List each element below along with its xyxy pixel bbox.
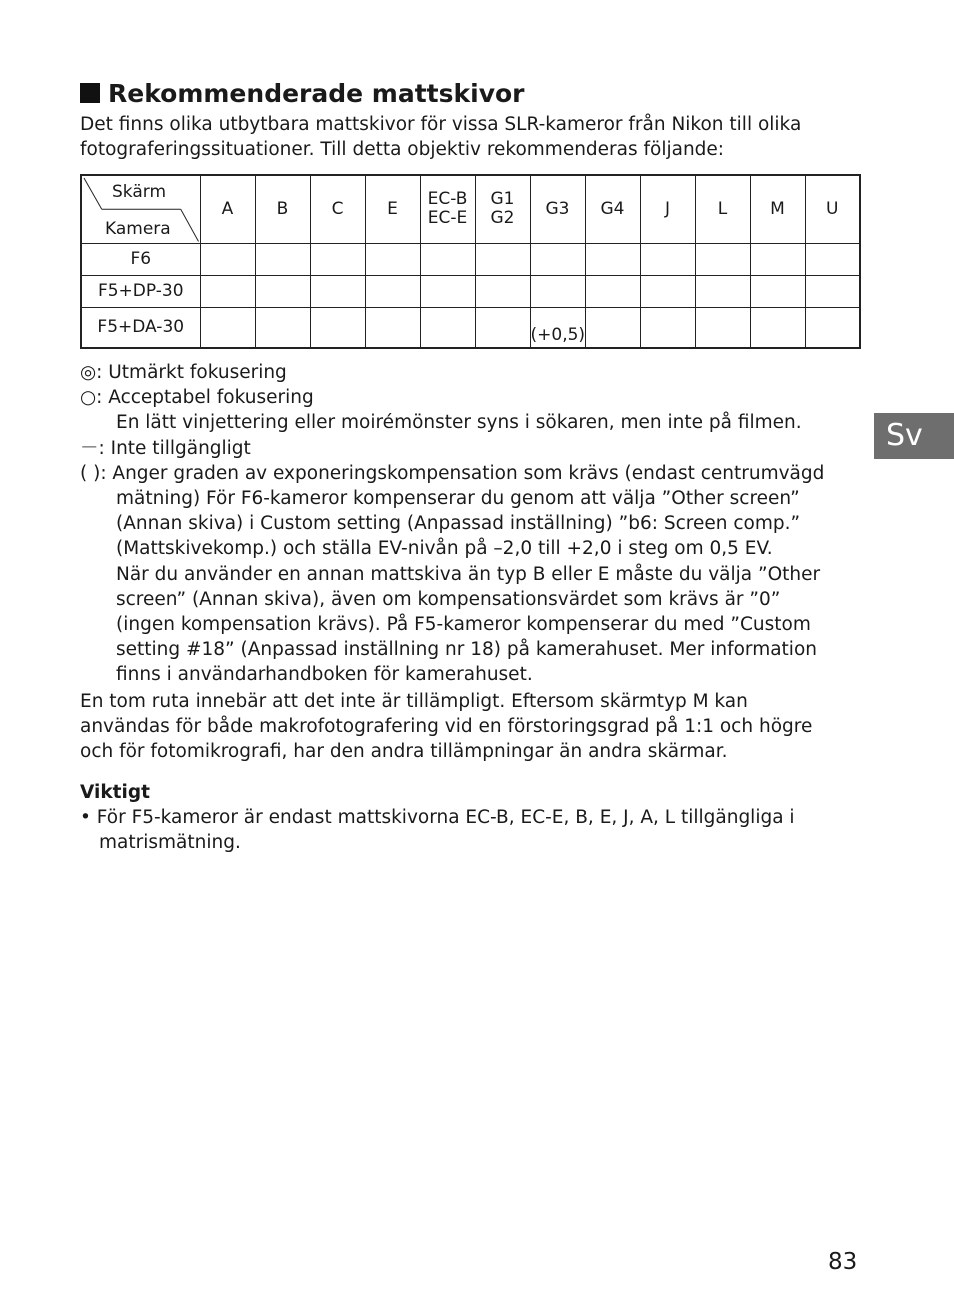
table-cell (805, 275, 860, 307)
important-line: matrismätning. (99, 832, 241, 854)
table-cell (255, 243, 310, 275)
row-camera-label: F5+DP-30 (81, 275, 200, 307)
column-header: E (365, 175, 420, 243)
important-item (80, 805, 880, 855)
table-cell (750, 307, 805, 348)
table-cell (200, 275, 255, 307)
screen-axis-label: Skärm (112, 182, 167, 202)
column-header: M (750, 175, 805, 243)
focusing-screen-table (80, 174, 861, 349)
table-row (81, 275, 860, 307)
column-header: U (805, 175, 860, 243)
table-cell (640, 307, 695, 348)
camera-axis-label: Kamera (105, 218, 171, 239)
table-cell (475, 307, 530, 348)
language-tab: Sv (874, 413, 954, 459)
legend-parentheses-line: (Mattskivekomp.) och ställa EV-nivån på –2,0 till +2,0 i steg om 0,5 EV. (116, 538, 773, 560)
column-header-line: G2 (490, 208, 515, 229)
table-cell (695, 243, 750, 275)
page-number: 83 (828, 1249, 858, 1275)
table-cell (640, 243, 695, 275)
legend-parentheses-line: mätning) För F6-kameror kompenserar du genom att välja ”Other screen” (116, 488, 800, 510)
table-cell (475, 243, 530, 275)
table-cell (420, 275, 475, 307)
legend-acceptable-note: En lätt vinjettering eller moirémönster syns i sökaren, men inte på filmen. (116, 412, 802, 434)
legend-unavailable: －: Inte tillgängligt (80, 437, 251, 459)
column-header: J (640, 175, 695, 243)
table-cell (585, 275, 640, 307)
table-cell (695, 307, 750, 348)
table-cell (255, 307, 310, 348)
table-cell (530, 275, 585, 307)
table-cell (640, 275, 695, 307)
table-cell (365, 243, 420, 275)
column-header-line: EC-B (427, 189, 468, 210)
table-cell (530, 307, 585, 348)
table-cell (310, 275, 365, 307)
legend-parentheses-line: screen” (Annan skiva), även om kompensationsvärdet som krävs är ”0” (116, 588, 781, 610)
section-heading (80, 78, 525, 110)
column-header-line: G1 (490, 189, 515, 210)
paragraph-line: användas för både makrofotografering vid en förstoringsgrad på 1:1 och högre (80, 716, 813, 738)
legend-parentheses-line: När du använder en annan mattskiva än typ B eller E måste du välja ”Other (116, 563, 821, 585)
empty-box-paragraph (80, 689, 880, 765)
column-header: B (255, 175, 310, 243)
row-camera-label: F5+DA-30 (81, 307, 200, 348)
intro-line: Det finns olika utbytbara mattskivor för vissa SLR-kameror från Nikon till olika (80, 114, 802, 135)
table-cell (695, 275, 750, 307)
table-cell (530, 243, 585, 275)
paragraph-line: och för fotomikrografi, har den andra tillämpningar än andra skärmar. (80, 741, 728, 763)
legend-excellent: ◎: Utmärkt fokusering (80, 362, 287, 383)
legend-parentheses-line: (ingen kompensation krävs). På F5-kameror kompenserar du med ”Custom (116, 614, 811, 636)
square-bullet-icon (80, 83, 100, 103)
table-cell (420, 307, 475, 348)
table-cell (805, 307, 860, 348)
table-row (81, 243, 860, 275)
legend-parentheses-line: (Annan skiva) i Custom setting (Anpassad inställning) ”b6: Screen comp.” (116, 513, 801, 535)
column-header: G3 (530, 175, 585, 243)
table-header-row (81, 175, 860, 243)
column-header (475, 175, 530, 243)
important-line: • För F5-kameror är endast mattskivorna EC-B, EC-E, B, E, J, A, L tillgängliga i (80, 807, 795, 828)
paragraph-line: En tom ruta innebär att det inte är tillämpligt. Eftersom skärmtyp M kan (80, 691, 748, 712)
legend-parentheses: ( ): Anger graden av exponeringskompensation som krävs (endast centrumvägd (80, 462, 825, 484)
table-cell (420, 243, 475, 275)
column-header: L (695, 175, 750, 243)
table-cell (310, 243, 365, 275)
important-title: Viktigt (80, 782, 150, 803)
table-cell (365, 275, 420, 307)
column-header: A (200, 175, 255, 243)
table-cell (585, 307, 640, 348)
table-cell (365, 307, 420, 348)
intro-paragraph (80, 112, 870, 162)
legend-parentheses-line: setting #18” (Anpassad inställning nr 18) på kamerahuset. Mer information (116, 639, 817, 661)
table-cell (805, 243, 860, 275)
column-header (420, 175, 475, 243)
column-header: G4 (585, 175, 640, 243)
column-header-line: EC-E (427, 208, 468, 229)
table-cell (255, 275, 310, 307)
column-header: C (310, 175, 365, 243)
legend-acceptable: ○: Acceptabel fokusering (80, 387, 314, 409)
compensation-note: (+0,5) (530, 325, 586, 345)
table-cell (750, 275, 805, 307)
table-cell (310, 307, 365, 348)
table-row (81, 307, 860, 348)
legend (80, 360, 880, 688)
table-cell (585, 243, 640, 275)
intro-line: fotograferingssituationer. Till detta objektiv rekommenderas följande: (80, 139, 725, 160)
table-cell (475, 275, 530, 307)
table-cell (750, 243, 805, 275)
table-corner-cell (81, 175, 200, 243)
row-camera-label: F6 (81, 243, 200, 275)
table-cell (200, 243, 255, 275)
legend-parentheses-line: finns i användarhandboken för kamerahuset. (116, 664, 533, 686)
table-cell (200, 307, 255, 348)
heading-text: Rekommenderade mattskivor (108, 79, 525, 108)
